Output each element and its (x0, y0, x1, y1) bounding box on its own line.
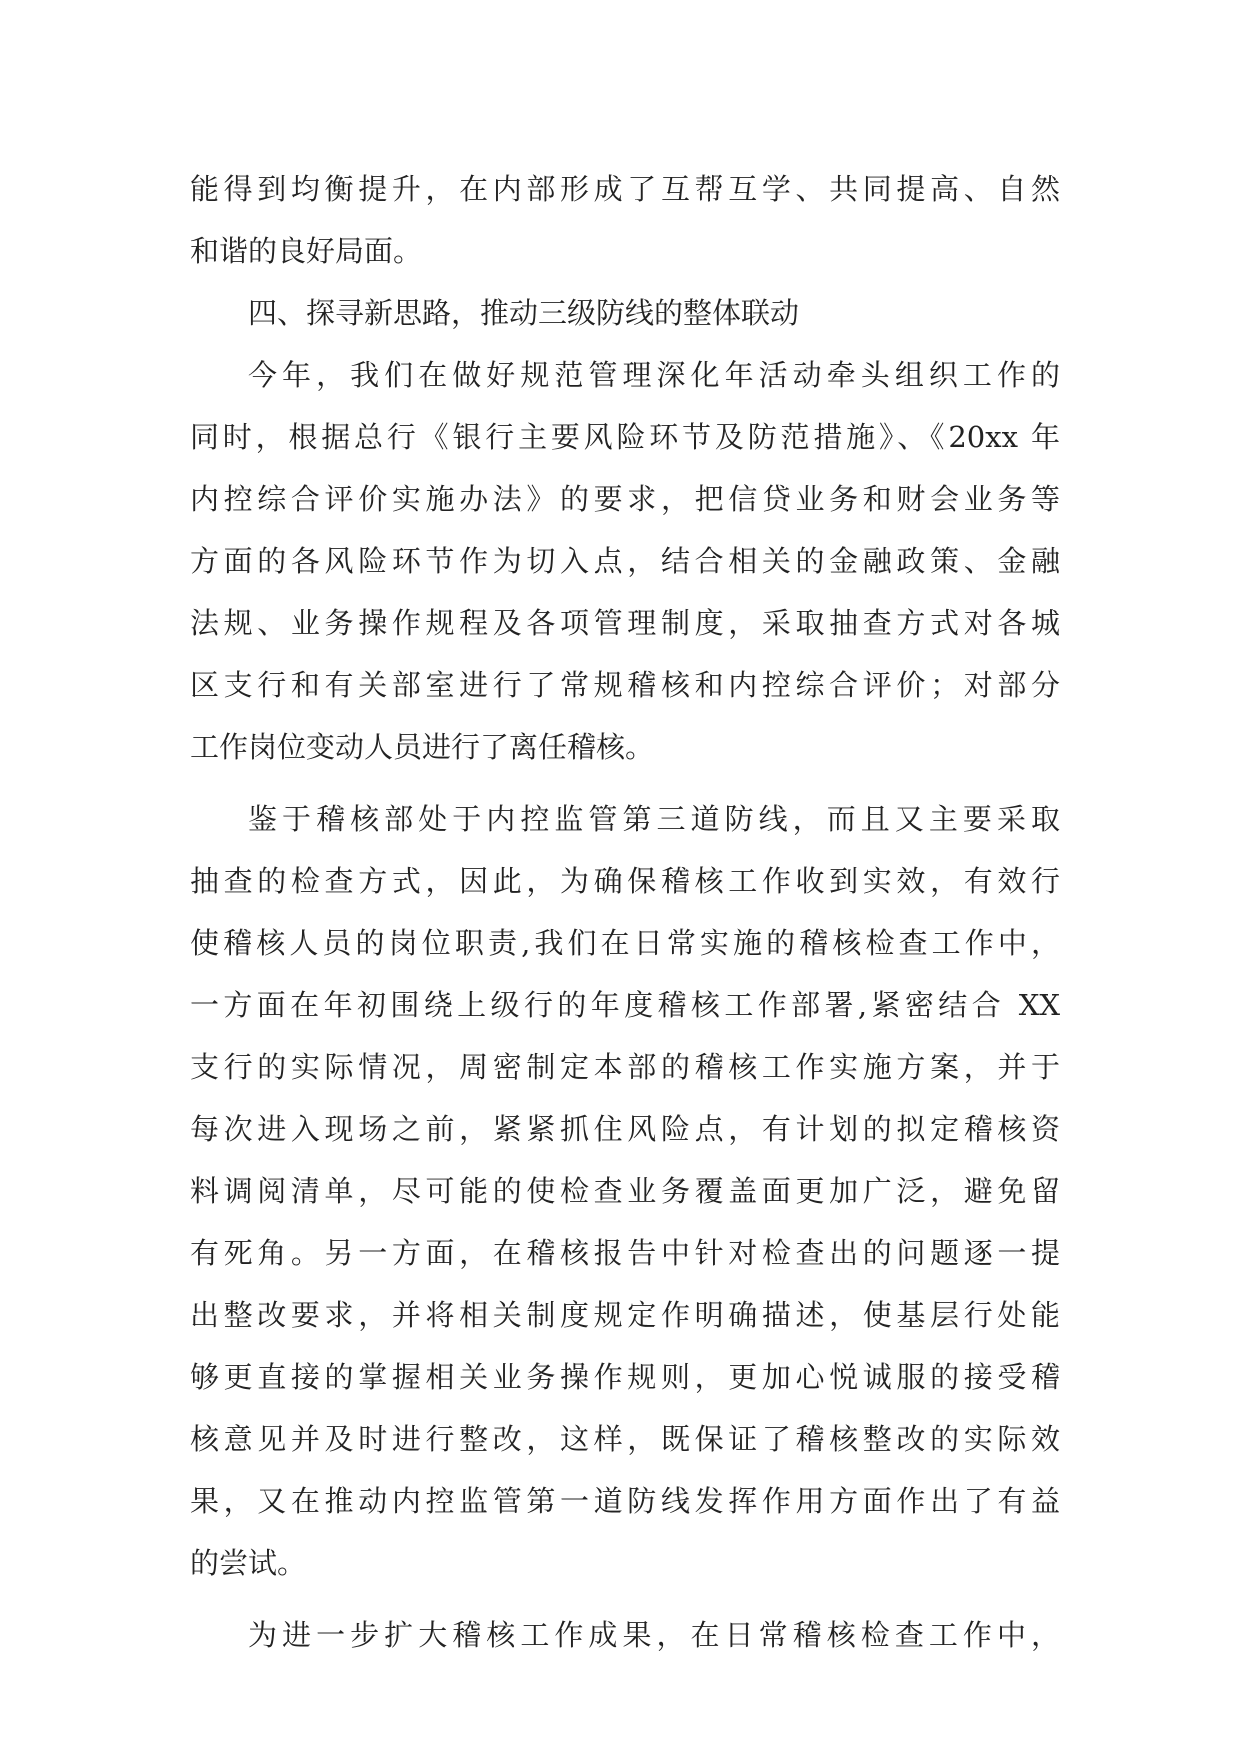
text-line: 出整改要求，并将相关制度规定作明确描述，使基层行处能 (190, 1298, 1060, 1332)
paragraph (190, 1604, 1060, 1666)
text-line: 够更直接的掌握相关业务操作规则，更加心悦诚服的接受稽 (190, 1360, 1060, 1394)
text-line: 每次进入现场之前，紧紧抓住风险点，有计划的拟定稽核资 (190, 1112, 1060, 1146)
heading-text: 四、探寻新思路，推动三级防线的整体联动 (248, 296, 800, 330)
text-line: 果，又在推动内控监管第一道防线发挥作用方面作出了有益 (190, 1484, 1060, 1518)
text-line: 区支行和有关部室进行了常规稽核和内控综合评价；对部分 (190, 668, 1060, 702)
text-line: 支行的实际情况，周密制定本部的稽核工作实施方案，并于 (190, 1050, 1060, 1084)
text-line: 方面的各风险环节作为切入点，结合相关的金融政策、金融 (190, 544, 1060, 578)
text-line: 核意见并及时进行整改，这样，既保证了稽核整改的实际效 (190, 1422, 1060, 1456)
text-line: 和谐的良好局面。 (190, 234, 423, 268)
text-line: 的尝试。 (190, 1546, 307, 1580)
text-line: 抽查的检查方式，因此，为确保稽核工作收到实效，有效行 (190, 864, 1060, 898)
text-line: 鉴于稽核部处于内控监管第三道防线，而且又主要采取 (248, 802, 1060, 836)
section-heading (190, 282, 1060, 344)
text-line: 工作岗位变动人员进行了离任稽核。 (190, 730, 655, 764)
paragraph (190, 788, 1060, 1594)
paragraph (190, 158, 1060, 282)
text-line: 今年，我们在做好规范管理深化年活动牵头组织工作的 (248, 358, 1060, 392)
text-line: 料调阅清单，尽可能的使检查业务覆盖面更加广泛，避免留 (190, 1174, 1060, 1208)
text-line: 内控综合评价实施办法》的要求，把信贷业务和财会业务等 (190, 482, 1060, 516)
text-line: 法规、业务操作规程及各项管理制度，采取抽查方式对各城 (190, 606, 1060, 640)
text-line: 有死角。另一方面，在稽核报告中针对检查出的问题逐一提 (190, 1236, 1060, 1270)
text-line: 能得到均衡提升，在内部形成了互帮互学、共同提高、自然 (190, 172, 1060, 206)
text-line: 同时，根据总行《银行主要风险环节及防范措施》、《20xx 年 (190, 420, 1060, 454)
text-line: 一方面在年初围绕上级行的年度稽核工作部署,紧密结合 XX (190, 988, 1060, 1022)
paragraph (190, 344, 1060, 778)
document-body (190, 158, 1060, 1666)
text-line: 为进一步扩大稽核工作成果，在日常稽核检查工作中， (248, 1618, 1060, 1652)
text-line: 使稽核人员的岗位职责,我们在日常实施的稽核检查工作中， (190, 926, 1060, 960)
